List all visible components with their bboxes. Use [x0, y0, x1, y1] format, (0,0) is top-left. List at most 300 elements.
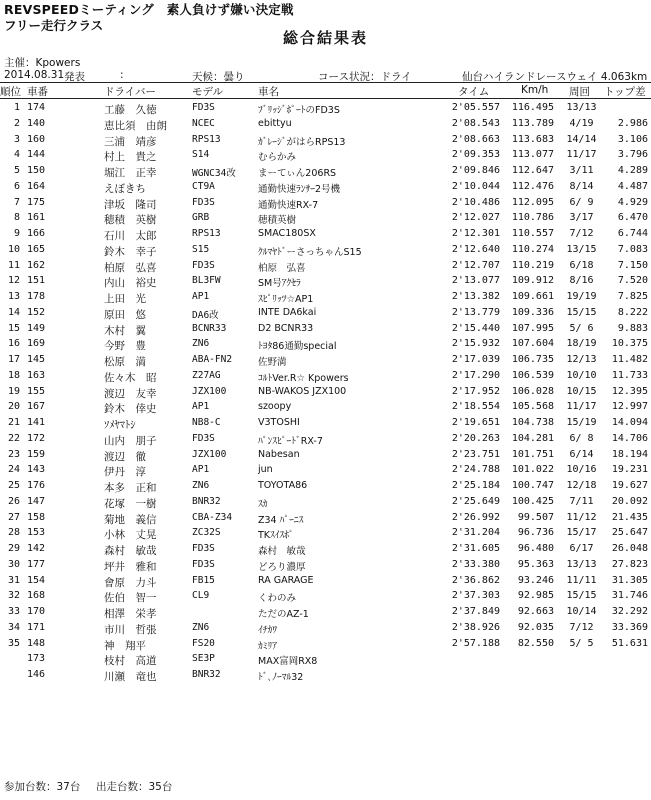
cell-gap: 21.435 [611, 511, 648, 523]
cell-laps: 11/12 [566, 511, 597, 523]
cell-car: Z34 ﾊﾟｰﾆｽ [258, 514, 304, 526]
cell-pos: 30 [7, 558, 20, 570]
cell-model: FD3S [192, 432, 215, 444]
cell-pos: 4 [13, 149, 20, 161]
cell-gap: 8.222 [617, 306, 648, 318]
cell-car: ｺﾙﾄVer.R☆ Kpowers [258, 372, 349, 384]
cell-pos: 16 [7, 338, 20, 350]
cell-model: FS20 [192, 637, 215, 649]
cell-laps: 3/17 [569, 212, 594, 224]
cell-gap: 6.744 [617, 228, 648, 239]
cell-gap: 31.305 [611, 574, 648, 586]
cell-kmh: 92.035 [517, 621, 554, 633]
cell-gap: 12.395 [611, 385, 648, 397]
cell-no: 169 [27, 338, 46, 350]
cell-model: DA6改 [192, 309, 219, 321]
cell-car: ebittyu [258, 117, 292, 129]
cell-driver: えぼきち [104, 182, 146, 195]
cell-laps: 5/ 5 [569, 637, 594, 649]
cell-time: 2'09.353 [451, 149, 500, 161]
col-header-no: 車番 [27, 86, 48, 98]
cell-time: 2'12.640 [451, 243, 500, 255]
cell-laps: 6/18 [569, 259, 594, 271]
announce-label: 発表 [64, 71, 85, 83]
cell-no: 166 [27, 228, 46, 239]
cell-model: S15 [192, 243, 210, 255]
table-row [0, 653, 651, 669]
cell-time: 2'09.846 [451, 165, 500, 176]
cell-model: Z27AG [192, 369, 221, 381]
cell-kmh: 101.751 [511, 448, 554, 460]
cell-car: ﾌﾞﾘｯｼﾞﾎﾟｰﾄのFD3S [258, 105, 340, 116]
cell-car: SMAC180SX [258, 228, 316, 239]
cell-driver: 穂積 英樹 [104, 214, 157, 227]
cell-driver: 上田 光 [104, 293, 146, 305]
cell-time: 2'24.788 [451, 464, 500, 476]
cell-pos: 11 [7, 259, 20, 271]
cell-pos: 35 [7, 637, 20, 649]
cell-car: D2 BCNR33 [258, 322, 314, 334]
cell-pos: 33 [7, 606, 20, 617]
cell-driver: 渡辺 友幸 [104, 387, 157, 400]
cell-kmh: 112.647 [511, 165, 554, 176]
cell-car: どろり濃厚 [258, 561, 306, 573]
cell-kmh: 96.480 [517, 543, 554, 554]
cell-kmh: 112.476 [511, 180, 554, 192]
cell-laps: 10/14 [566, 606, 597, 617]
cell-laps: 12/13 [566, 354, 597, 365]
cell-pos: 7 [13, 196, 20, 208]
cell-driver: 伊丹 淳 [104, 466, 146, 479]
cell-kmh: 107.995 [511, 322, 554, 334]
cell-no: 155 [27, 385, 46, 397]
table-row [0, 212, 651, 228]
cell-model: CT9A [192, 180, 215, 192]
cell-no: 178 [27, 291, 46, 302]
cell-laps: 15/17 [566, 527, 597, 539]
cell-driver: 菊地 義信 [104, 513, 157, 526]
cell-time: 2'15.440 [451, 322, 500, 334]
cell-no: 159 [27, 448, 46, 460]
cell-gap: 2.986 [617, 117, 648, 129]
cell-time: 2'10.486 [451, 196, 500, 208]
cell-model: NB8-C [192, 417, 221, 428]
cell-car: 柏原 弘喜 [258, 262, 306, 274]
cell-pos: 8 [13, 212, 20, 224]
cell-gap: 14.706 [611, 432, 648, 444]
cell-kmh: 109.661 [511, 291, 554, 302]
cell-pos: 12 [7, 275, 20, 287]
cell-kmh: 95.363 [517, 558, 554, 570]
cell-pos: 15 [7, 322, 20, 334]
cell-pos: 34 [7, 621, 20, 633]
cell-time: 2'19.651 [451, 417, 500, 428]
table-row [0, 590, 651, 606]
cell-no: 172 [27, 432, 46, 444]
cell-pos: 27 [7, 511, 20, 523]
table-row [0, 291, 651, 307]
cell-driver: 柏原 弘喜 [104, 261, 157, 274]
table-row [0, 559, 651, 575]
cell-pos: 22 [7, 432, 20, 444]
cell-car: MAX富岡RX8 [258, 656, 318, 668]
cell-pos: 19 [7, 385, 20, 397]
cell-gap: 14.094 [611, 417, 648, 428]
cell-laps: 11/11 [566, 574, 597, 586]
cell-model: FD3S [192, 558, 215, 570]
organizer: 主催：Kpowers [4, 57, 81, 69]
table-row [0, 181, 651, 197]
cell-kmh: 105.568 [511, 401, 554, 413]
cell-time: 2'17.952 [451, 385, 500, 397]
cell-pos: 13 [7, 291, 20, 302]
cell-model: BNR32 [192, 495, 221, 507]
cell-pos: 2 [13, 117, 20, 129]
cell-laps: 15/15 [566, 306, 597, 318]
cell-no: 175 [27, 196, 46, 208]
cell-gap: 4.289 [617, 165, 648, 176]
cell-laps: 3/11 [569, 165, 594, 176]
cell-pos: 32 [7, 590, 20, 602]
table-row [0, 496, 651, 512]
cell-driver: 神 翔平 [104, 639, 146, 652]
cell-kmh: 100.747 [511, 480, 554, 491]
cell-model: ZN6 [192, 480, 210, 491]
cell-driver: 花塚 一樹 [104, 497, 157, 510]
cell-car: ｸﾙﾏﾔﾄﾞーさっちゃんS15 [258, 246, 362, 258]
cell-no: 143 [27, 464, 46, 476]
cell-gap: 26.048 [611, 543, 648, 554]
cell-no: 174 [27, 102, 46, 113]
cell-kmh: 92.663 [517, 606, 554, 617]
cell-time: 2'12.301 [451, 228, 500, 239]
cell-kmh: 110.786 [511, 212, 554, 224]
cell-model: RPS13 [192, 228, 221, 239]
cell-no: 158 [27, 511, 46, 523]
cell-kmh: 110.557 [511, 228, 554, 239]
cell-pos: 1 [13, 102, 20, 113]
cell-no: 145 [27, 354, 46, 365]
cell-model: CL9 [192, 590, 210, 602]
cell-driver: 木村 翼 [104, 324, 146, 337]
cell-car: ｽﾋﾟﾘｯﾂ☆AP1 [258, 294, 314, 305]
cell-gap: 11.482 [611, 354, 648, 365]
cell-time: 2'05.557 [451, 102, 500, 113]
cell-laps: 7/12 [569, 228, 594, 239]
cell-driver: 山内 朋子 [104, 434, 157, 447]
cell-no: 177 [27, 558, 46, 570]
cell-car: くわのみ [258, 593, 297, 605]
cell-car: 穂積英樹 [258, 215, 297, 227]
table-row [0, 386, 651, 402]
cell-model: FB15 [192, 574, 215, 586]
cell-kmh: 82.550 [517, 637, 554, 649]
table-row [0, 165, 651, 181]
cell-gap: 19.627 [611, 480, 648, 491]
cell-laps: 13/15 [566, 243, 597, 255]
entries-count: 参加台数：37台 [4, 781, 81, 793]
cell-kmh: 99.507 [517, 511, 554, 523]
date: 2014.08.31 [4, 69, 65, 81]
table-row [0, 401, 651, 417]
cell-kmh: 96.736 [517, 527, 554, 539]
table-row [0, 244, 651, 260]
cell-model: FD3S [192, 102, 215, 113]
document-title: 総合結果表 [282, 29, 368, 47]
cell-no: 154 [27, 574, 46, 586]
cell-model: ABA-FN2 [192, 354, 233, 365]
cell-pos: 20 [7, 401, 20, 413]
cell-no: 170 [27, 606, 46, 617]
cell-car: ｲﾁｶﾜ [258, 624, 278, 636]
cell-time: 2'10.044 [451, 180, 500, 192]
cell-kmh: 104.281 [511, 432, 554, 444]
cell-time: 2'12.707 [451, 259, 500, 271]
cell-car: jun [258, 464, 273, 476]
cell-no: 167 [27, 401, 46, 413]
cell-no: 146 [27, 669, 46, 680]
cell-pos: 9 [13, 228, 20, 239]
table-row [0, 338, 651, 354]
cell-no: 141 [27, 417, 46, 428]
cell-pos: 31 [7, 574, 20, 586]
table-row [0, 543, 651, 559]
table-row [0, 433, 651, 449]
cell-time: 2'08.543 [451, 117, 500, 129]
cell-model: JZX100 [192, 385, 227, 397]
cell-laps: 15/15 [566, 590, 597, 602]
table-row [0, 480, 651, 496]
cell-car: ﾄﾖﾀ86通勤special [258, 341, 337, 353]
cell-driver: ｿﾒﾔﾏﾄｼ [104, 419, 136, 431]
cell-no: 150 [27, 165, 46, 176]
cell-driver: 堀江 正幸 [104, 167, 157, 179]
cell-kmh: 113.789 [511, 117, 554, 129]
cell-gap: 31.746 [611, 590, 648, 602]
cell-pos: 5 [13, 165, 20, 176]
cell-laps: 7/11 [569, 495, 594, 507]
cell-pos: 28 [7, 527, 20, 539]
header-rule-bottom [0, 98, 651, 99]
cell-driver: 佐々木 昭 [104, 371, 157, 384]
cell-model: WGNC34改 [192, 168, 236, 179]
cell-laps: 13/13 [566, 102, 597, 113]
cell-gap: 6.470 [617, 212, 648, 224]
cell-time: 2'23.751 [451, 448, 500, 460]
cell-kmh: 107.604 [511, 338, 554, 350]
cell-gap: 3.796 [617, 149, 648, 161]
cell-driver: 鈴木 幸子 [104, 245, 157, 258]
header-rule-top [0, 82, 651, 83]
cell-kmh: 100.425 [511, 495, 554, 507]
cell-car: ﾊﾟﾝｽﾋﾟｰﾄﾞRX-7 [258, 435, 323, 447]
course-condition: コース状況：ドライ [318, 71, 412, 83]
cell-car: 通勤快速RX-7 [258, 199, 319, 211]
table-row [0, 260, 651, 276]
table-row [0, 370, 651, 386]
cell-driver: 市川 哲張 [104, 623, 157, 636]
cell-no: 176 [27, 480, 46, 491]
table-row [0, 102, 651, 118]
cell-car: Nabesan [258, 448, 300, 460]
cell-time: 2'17.039 [451, 354, 500, 365]
cell-car: V3TOSHI [258, 417, 300, 428]
cell-pos: 14 [7, 306, 20, 318]
cell-time: 2'33.380 [451, 558, 500, 570]
cell-no: 148 [27, 637, 46, 649]
cell-laps: 14/14 [566, 133, 597, 145]
cell-pos: 25 [7, 480, 20, 491]
starters-count: 出走台数：35台 [96, 781, 173, 793]
cell-no: 140 [27, 117, 46, 129]
cell-no: 171 [27, 621, 46, 633]
cell-laps: 10/15 [566, 385, 597, 397]
cell-car: 森村 敏哉 [258, 546, 306, 557]
col-header-time: タイム [458, 86, 490, 98]
cell-time: 2'36.862 [451, 574, 500, 586]
col-header-driver: ドライバー [104, 86, 156, 98]
cell-pos: 17 [7, 354, 20, 365]
cell-driver: 石川 太郎 [104, 230, 157, 242]
cell-no: 160 [27, 133, 46, 145]
cell-kmh: 106.539 [511, 369, 554, 381]
cell-no: 147 [27, 495, 46, 507]
cell-kmh: 106.028 [511, 385, 554, 397]
cell-time: 2'25.649 [451, 495, 500, 507]
cell-model: SE3P [192, 653, 215, 665]
table-row [0, 638, 651, 654]
cell-pos: 21 [7, 417, 20, 428]
cell-kmh: 109.336 [511, 306, 554, 318]
cell-gap: 51.631 [611, 637, 648, 649]
cell-driver: 坪井 雅和 [104, 560, 157, 573]
cell-no: 151 [27, 275, 46, 287]
table-row [0, 118, 651, 134]
cell-no: 152 [27, 306, 46, 318]
cell-laps: 13/13 [566, 558, 597, 570]
cell-model: AP1 [192, 291, 210, 302]
cell-car: ｽｶ [258, 498, 268, 510]
cell-driver: 本多 正和 [104, 482, 157, 494]
cell-no: 149 [27, 322, 46, 334]
cell-time: 2'15.932 [451, 338, 500, 350]
weather: 天候：曇り [192, 71, 245, 83]
cell-driver: 川瀬 竜也 [104, 671, 157, 683]
cell-kmh: 104.738 [511, 417, 554, 428]
cell-time: 2'13.382 [451, 291, 500, 302]
cell-pos: 18 [7, 369, 20, 381]
cell-laps: 19/19 [566, 291, 597, 302]
cell-no: 163 [27, 369, 46, 381]
cell-laps: 6/ 9 [569, 196, 594, 208]
cell-pos: 23 [7, 448, 20, 460]
cell-gap: 11.733 [611, 369, 648, 381]
cell-model: JZX100 [192, 448, 227, 460]
cell-model: CBA-Z34 [192, 511, 233, 523]
cell-gap: 9.883 [617, 322, 648, 334]
cell-time: 2'38.926 [451, 621, 500, 633]
cell-gap: 19.231 [611, 464, 648, 476]
cell-driver: 小林 丈晃 [104, 529, 157, 542]
cell-no: 161 [27, 212, 46, 224]
cell-no: 162 [27, 259, 46, 271]
cell-laps: 6/14 [569, 448, 594, 460]
cell-driver: 津坂 隆司 [104, 198, 157, 211]
cell-gap: 20.092 [611, 495, 648, 507]
cell-driver: 相澤 栄孝 [104, 608, 157, 620]
cell-model: FD3S [192, 543, 215, 554]
table-row [0, 275, 651, 291]
cell-car: INTE DA6kai [258, 306, 317, 318]
cell-car: SM号ｱｸｾﾗ [258, 278, 301, 290]
cell-no: 168 [27, 590, 46, 602]
cell-kmh: 112.095 [511, 196, 554, 208]
table-row [0, 134, 651, 150]
cell-model: AP1 [192, 401, 210, 413]
cell-time: 2'12.027 [451, 212, 500, 224]
table-row [0, 197, 651, 213]
cell-no: 173 [27, 653, 46, 665]
cell-time: 2'13.779 [451, 306, 500, 318]
cell-driver: 松原 満 [104, 356, 146, 368]
cell-time: 2'17.290 [451, 369, 500, 381]
table-row [0, 323, 651, 339]
cell-laps: 18/19 [566, 338, 597, 350]
cell-car: TOYOTA86 [258, 480, 308, 491]
cell-kmh: 109.912 [511, 275, 554, 287]
cell-car: ｶﾐﾘｱ [258, 640, 278, 652]
cell-car: ｶﾞﾚｰｼﾞがはらRPS13 [258, 136, 346, 148]
table-row [0, 464, 651, 480]
col-header-model: モデル [192, 86, 223, 98]
cell-gap: 4.929 [617, 196, 648, 208]
cell-gap: 7.825 [617, 291, 648, 302]
cell-model: BL3FW [192, 275, 221, 287]
cell-model: FD3S [192, 196, 215, 208]
cell-laps: 8/14 [569, 180, 594, 192]
cell-model: NCEC [192, 117, 215, 129]
cell-gap: 12.997 [611, 401, 648, 413]
cell-car: ﾄﾞ､ﾉｰﾏﾙ32 [258, 672, 304, 683]
cell-kmh: 93.246 [517, 574, 554, 586]
cell-driver: 佐伯 智一 [104, 592, 157, 605]
cell-time: 2'13.077 [451, 275, 500, 287]
cell-pos: 26 [7, 495, 20, 507]
cell-driver: 鈴木 倖史 [104, 403, 157, 416]
cell-laps: 4/19 [569, 117, 594, 129]
cell-kmh: 101.022 [511, 464, 554, 476]
cell-time: 2'37.303 [451, 590, 500, 602]
col-header-gap: トップ差 [604, 86, 646, 98]
cell-model: S14 [192, 149, 210, 161]
cell-no: 153 [27, 527, 46, 539]
cell-laps: 5/ 6 [569, 322, 594, 334]
cell-time: 2'57.188 [451, 637, 500, 649]
table-row [0, 669, 651, 685]
cell-car: NB-WAKOS JZX100 [258, 385, 347, 397]
table-row [0, 622, 651, 638]
cell-gap: 33.369 [611, 621, 648, 633]
table-row [0, 228, 651, 244]
cell-car: 通勤快速ﾗﾝｻｰ2号機 [258, 183, 341, 195]
cell-laps: 11/17 [566, 401, 597, 413]
announce-time: : [120, 69, 124, 81]
cell-laps: 12/18 [566, 480, 597, 491]
cell-driver: 恵比須 由朗 [104, 119, 167, 132]
cell-gap: 7.520 [617, 275, 648, 287]
cell-kmh: 116.495 [511, 102, 554, 113]
cell-model: FD3S [192, 259, 215, 271]
